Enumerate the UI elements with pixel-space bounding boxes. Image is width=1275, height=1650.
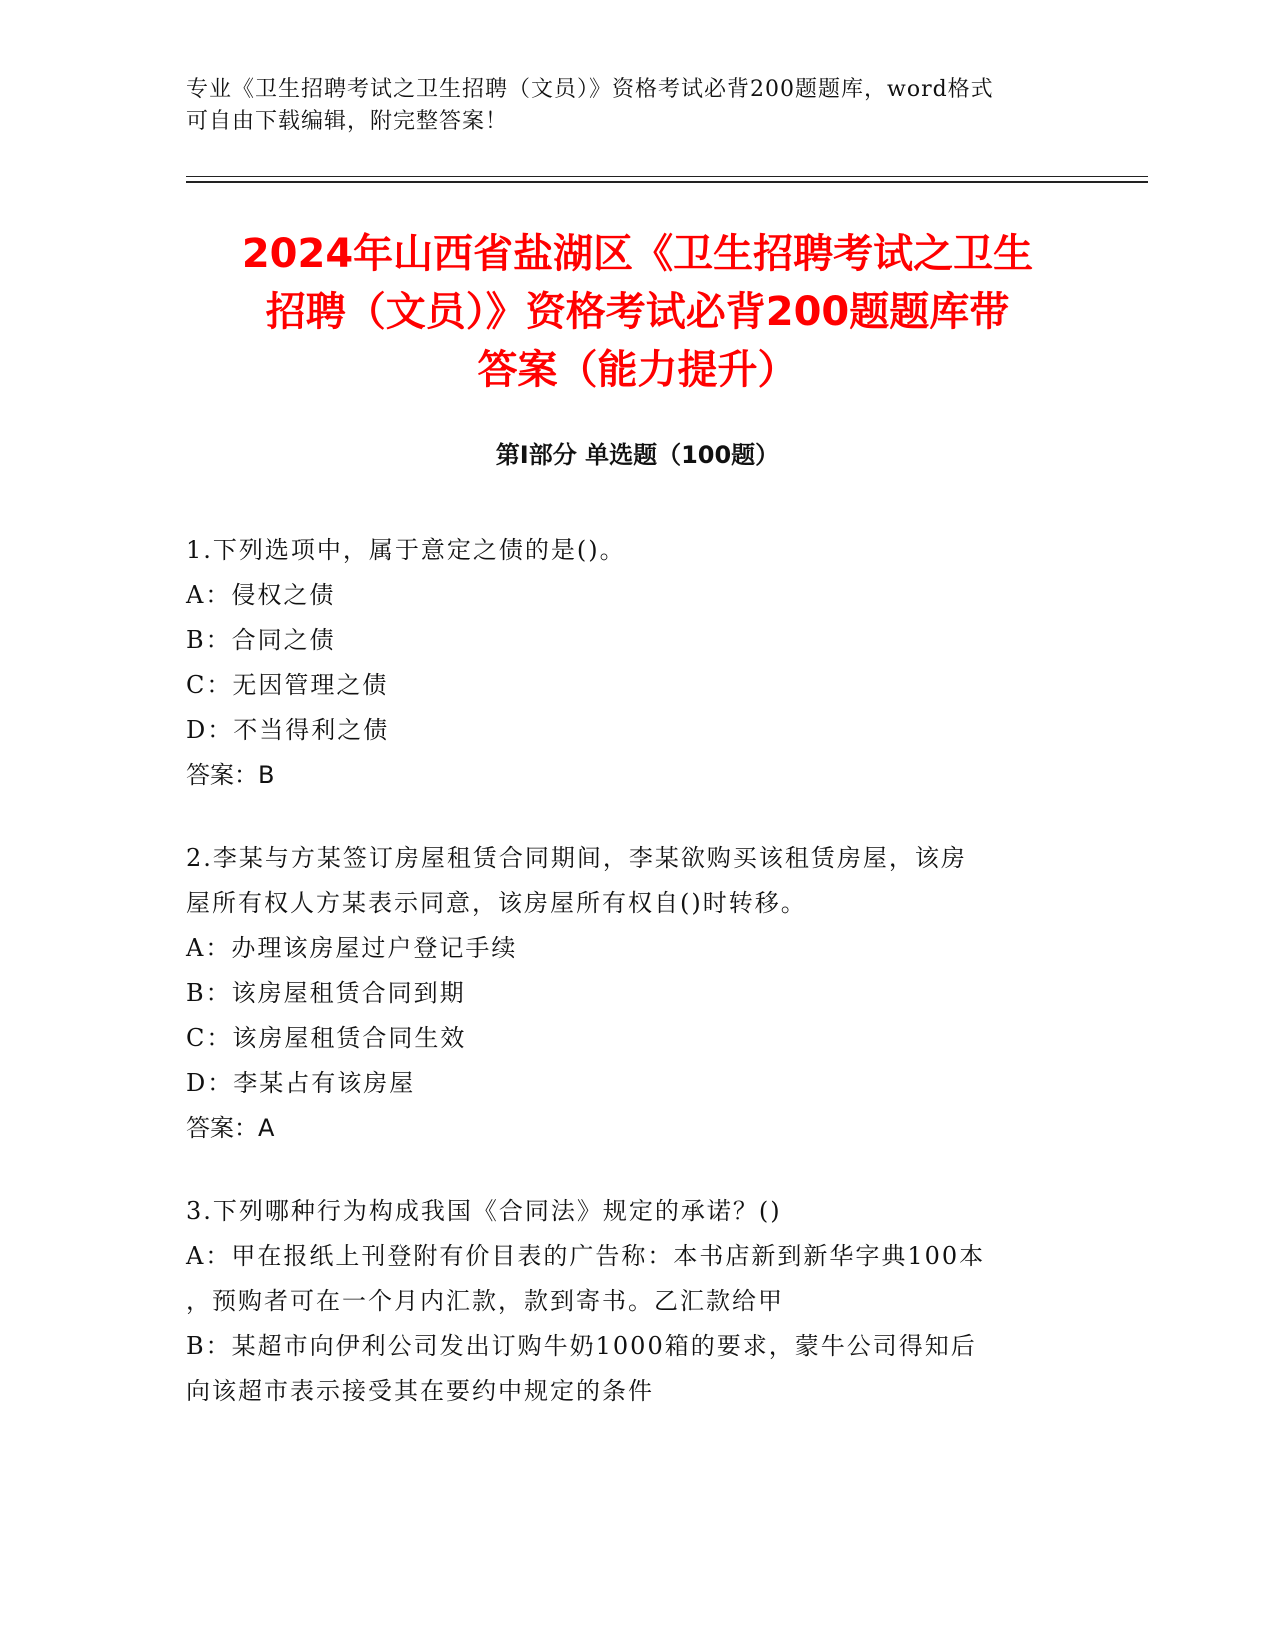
intro-line: 可自由下载编辑，附完整答案！ [186,109,509,134]
title-line: 2024年山西省盐湖区《卫生招聘考试之卫生 [241,231,1034,277]
option-a: A：甲在报纸上刊登附有价目表的广告称：本书店新到新华字典100本 [186,1242,986,1270]
option-d: D：不当得利之债 [186,716,390,744]
question-stem: 3.下列哪种行为构成我国《合同法》规定的承诺？() [186,1197,782,1225]
intro-line: 专业《卫生招聘考试之卫生招聘（文员）》资格考试必背200题题库，word格式 [186,77,994,102]
option-b: B：该房屋租赁合同到期 [186,979,466,1007]
option-a-continued: ，预购者可在一个月内汇款，款到寄书。乙汇款给甲 [186,1287,784,1315]
option-b: B：某超市向伊利公司发出订购牛奶1000箱的要求，蒙牛公司得知后 [186,1332,977,1360]
header-divider [186,176,1148,183]
intro-text [186,74,1066,138]
question-1 [186,528,1066,798]
option-b-continued: 向该超市表示接受其在要约中规定的条件 [186,1377,654,1405]
question-stem: 屋所有权人方某表示同意，该房屋所有权自()时转移。 [186,889,807,917]
option-a: A：办理该房屋过户登记手续 [186,934,518,962]
question-list [186,528,1066,1452]
question-2 [186,836,1066,1151]
title-line: 答案（能力提升） [477,347,798,393]
title-line: 招聘（文员）》资格考试必背200题题库带 [265,289,1010,335]
question-stem: 2.李某与方某签订房屋租赁合同期间，李某欲购买该租赁房屋，该房 [186,844,967,872]
section-title: 第I部分 单选题（100题） [495,441,780,469]
question-stem: 1.下列选项中，属于意定之债的是()。 [186,536,626,564]
question-3 [186,1189,1066,1414]
answer-label: 答案：B [186,761,275,789]
option-a: A：侵权之债 [186,581,336,609]
option-d: D：李某占有该房屋 [186,1069,416,1097]
option-b: B：合同之债 [186,626,336,654]
answer-label: 答案：A [186,1114,275,1142]
option-c: C：无因管理之债 [186,671,389,699]
document-title [150,225,1125,399]
option-c: C：该房屋租赁合同生效 [186,1024,467,1052]
